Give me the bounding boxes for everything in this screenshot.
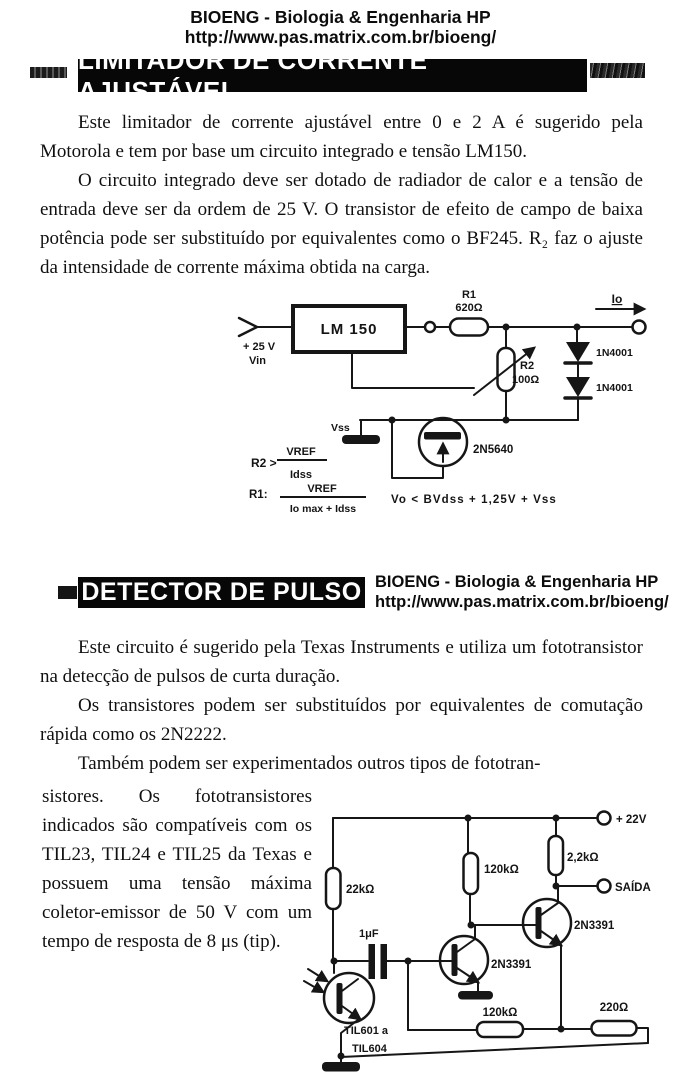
base-bar-icon xyxy=(337,983,343,1014)
diode-1-icon xyxy=(566,342,590,362)
r2-value: 100Ω xyxy=(512,374,540,386)
paragraph: O circuito integrado deve ser dotado de radiador de calor e a tensão de entrada deve ser da ordem de 25 V. O transistor de efeito de campo de baixa potência pode ser substituído por equivalentes como o BF245. R₂ faz o ajuste da intensidade de corrente máxima obtida na carga. xyxy=(40,170,643,278)
jfet-2n5640 xyxy=(392,418,513,478)
section2-title-banner xyxy=(78,577,365,608)
supply-rail xyxy=(333,812,647,827)
formula-r1-numerator: VREF xyxy=(307,483,337,495)
circuit-diagram-detector xyxy=(303,793,681,1085)
q1-label: 2N3391 xyxy=(491,959,532,971)
vin-label: Vin xyxy=(249,355,266,367)
vss-ground-icon xyxy=(342,435,380,444)
paragraph: sistores. Os fototransistores indicados são compatíveis com os TIL23, TIL24 e TIL25 da Texas e possuem uma tensão máxima coletor-emissor de 50 V com um tempo de resposta de 8 μs (tip). xyxy=(42,786,312,952)
section2-left-column xyxy=(42,782,312,956)
design-formulas xyxy=(249,446,557,515)
banner-right-dash xyxy=(590,63,645,78)
formula-vo: Vo < BVdss + 1,25V + Vss xyxy=(391,494,557,506)
fet-label: 2N5640 xyxy=(473,444,514,456)
paragraph: Este limitador de corrente ajustável entre 0 e 2 A é sugerido pela Motorola e tem por base um circuito integrado e tensão LM150. xyxy=(40,112,643,162)
diode-2-label: 1N4001 xyxy=(596,382,633,394)
cap-plate-icon xyxy=(381,944,388,979)
q2-label: 2N3391 xyxy=(574,920,615,932)
gate-bar-icon xyxy=(424,432,461,440)
formula-r2-numerator: VREF xyxy=(286,446,316,458)
phototransistor-til601 xyxy=(304,961,389,1072)
r120k-bottom-label: 120kΩ xyxy=(482,1007,518,1019)
vin-voltage-label: + 25 V xyxy=(243,341,276,353)
r1-value: 620Ω xyxy=(455,302,483,314)
section2-header xyxy=(375,572,675,612)
transistor-q1 xyxy=(440,925,532,1000)
capacitor-1uf xyxy=(331,928,453,1030)
section2-title: DETECTOR DE PULSO xyxy=(81,578,362,606)
r2k2-label: 2,2kΩ xyxy=(567,852,599,864)
resistor-2k2-and-output xyxy=(549,818,651,894)
paragraph: Também podem ser experimentados outros tipos de fototran- xyxy=(78,753,541,774)
section1-title: LIMITADOR DE CORRENTE AJUSTÁVEL xyxy=(78,44,428,106)
saida-label: SAÍDA xyxy=(615,882,651,894)
r120k-top-label: 120kΩ xyxy=(484,864,519,876)
circuit-diagram-limitador xyxy=(230,283,681,523)
cap-plate-icon xyxy=(369,944,376,979)
diode-1-label: 1N4001 xyxy=(596,347,633,359)
diode-chain xyxy=(565,327,633,420)
section2-body xyxy=(40,633,643,778)
publication-name: BIOENG - Biologia & Engenharia HP xyxy=(375,573,659,591)
ground-icon xyxy=(322,1062,360,1072)
output-rail xyxy=(488,292,646,334)
base-bar-icon xyxy=(452,944,458,976)
light-arrow-icon xyxy=(308,969,327,981)
vss-label: Vss xyxy=(331,422,350,434)
diode-2-icon xyxy=(566,377,590,397)
photo-label-line2: TIL604 xyxy=(352,1043,387,1055)
r22k-label: 22kΩ xyxy=(346,884,375,896)
formula-r1-denominator: Io max + Idss xyxy=(289,503,357,515)
io-label: Io xyxy=(611,292,623,306)
formula-r2-denominator: Idss xyxy=(289,469,313,481)
r1-name: R1 xyxy=(461,289,477,301)
section1-title-banner xyxy=(78,44,587,106)
page-header xyxy=(0,7,681,47)
paragraph: Este circuito é sugerido pela Texas Instruments e utiliza um fototransistor na detecção de pulsos de curta duração. xyxy=(40,637,643,687)
ground-icon xyxy=(458,991,493,1000)
publication-url: http://www.pas.matrix.com.br/bioeng/ xyxy=(184,27,497,47)
lm150-regulator xyxy=(293,306,405,352)
base-bar-icon xyxy=(536,907,542,939)
r2-name: R2 xyxy=(520,360,535,372)
paragraph: Os transistores podem ser substituídos por equivalentes de comutação rápida como os 2N2222. xyxy=(40,695,643,745)
publication-url: http://www.pas.matrix.com.br/bioeng/ xyxy=(375,593,669,611)
publication-name: BIOENG - Biologia & Engenharia HP xyxy=(190,7,491,27)
light-arrow-icon xyxy=(304,981,323,992)
ic-label: LM 150 xyxy=(320,321,378,338)
resistor-r1 xyxy=(405,289,488,336)
formula-r2-lhs: R2 > xyxy=(251,456,277,470)
photo-label-line1: TIL601 a xyxy=(344,1025,389,1037)
r220-label: 220Ω xyxy=(599,1002,629,1014)
banner-left-dash xyxy=(30,67,67,78)
cap-label: 1μF xyxy=(359,928,379,940)
section1-body xyxy=(40,108,643,282)
input-terminal xyxy=(239,318,293,367)
formula-r1-lhs: R1: xyxy=(249,489,268,501)
banner-left-dash xyxy=(58,586,77,599)
vcc-label: + 22V xyxy=(616,814,647,826)
